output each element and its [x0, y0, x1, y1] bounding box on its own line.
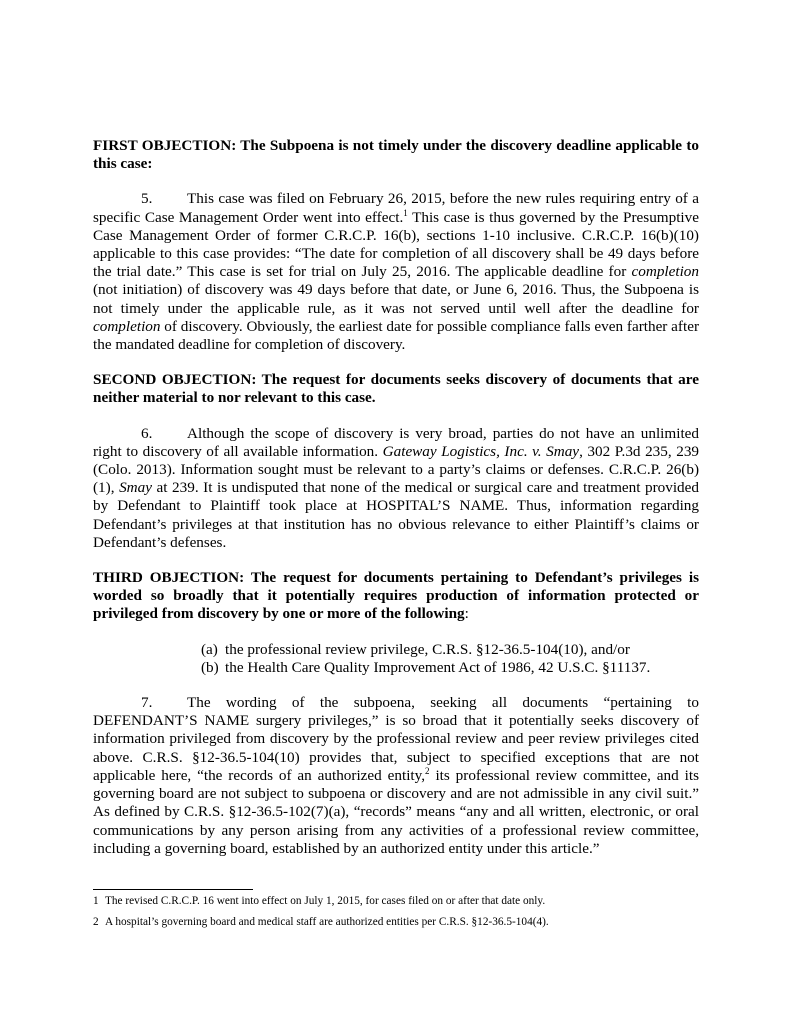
- footnote-1: [93, 894, 713, 908]
- footnote-ref-1[interactable]: 1: [403, 207, 408, 218]
- footnote-number: 2: [93, 916, 99, 928]
- list-label: (a): [201, 640, 218, 658]
- document-body: [93, 137, 699, 858]
- privilege-list: [93, 641, 699, 677]
- paragraph-number: 7.: [141, 694, 153, 712]
- paragraph-text: , 302 P.3d 235, 239 (Colo. 2013). Information sought must be relevant to a party’s claims or defenses. C.R.C.P. 26(b)(1),: [93, 442, 700, 497]
- second-objection-heading: SECOND OBJECTION: The request for documents seeks discovery of documents that are neither material to nor relevant to this case.: [93, 371, 699, 407]
- paragraph-7: [93, 694, 699, 858]
- first-objection-heading: FIRST OBJECTION: The Subpoena is not timely under the discovery deadline applicable to this case:: [93, 137, 699, 173]
- heading-text: THIRD OBJECTION: The request for documents pertaining to Defendant’s privileges is worded so broadly that it potentially requires production of information protected or privileged from discovery by one or more of the following: [93, 569, 699, 623]
- list-item: [201, 659, 699, 677]
- footnote-ref-2[interactable]: 2: [425, 765, 430, 776]
- footnotes: [93, 894, 713, 936]
- paragraph-text: Although the scope of discovery is very broad, parties do not have an unlimited right to discovery of all available information.: [93, 424, 699, 460]
- list-text: the Health Care Quality Improvement Act of 1986, 42 U.S.C. §11137.: [225, 658, 651, 676]
- paragraph-text: This case was filed on February 26, 2015, before the new rules requiring entry of a specific Case Management Order went into effect.: [93, 190, 699, 226]
- heading-colon: :: [464, 605, 469, 623]
- footnote-number: 1: [93, 895, 99, 907]
- footnote-text: The revised C.R.C.P. 16 went into effect on July 1, 2015, for cases filed on or after that date only.: [105, 895, 546, 907]
- case-citation: Gateway Logistics, Inc. v. Smay: [382, 442, 580, 460]
- paragraph-text: The wording of the subpoena, seeking all documents “pertaining to DEFENDANT’S NAME surgery privileges,” is so broad that it potentially seeks discovery of information privileged from discovery by the professional review and peer review privileges cited above. C.R.S. §12-36.5-104(10) provides that, subject to specified exceptions that are not applicable here, “the records of an authorized entity,: [93, 694, 699, 784]
- list-text: the professional review privilege, C.R.S. §12-36.5-104(10), and/or: [225, 640, 630, 658]
- footnote-text: A hospital’s governing board and medical staff are authorized entities per C.R.S. §12-36.5-104(4).: [105, 916, 549, 928]
- emphasis-text: completion: [631, 263, 699, 281]
- paragraph-text: its professional review committee, and its governing board are not subject to subpoena or discovery and are not admissible in any civil suit.” As defined by C.R.S. §12-36.5-102(7)(a), “records” means “any and all written, electronic, or oral communications by any person arising from any activities of a professional review committee, including a governing board, established by an authorized entity under this article.”: [93, 766, 699, 857]
- emphasis-text: completion: [93, 317, 161, 335]
- list-item: [201, 641, 699, 659]
- paragraph-text: (not initiation) of discovery was 49 days before that date, or June 6, 2016. Thus, the Subpoena is not timely under the applicable rule, as it was not served until well after the deadline for: [93, 281, 699, 317]
- third-objection-heading: [93, 569, 699, 624]
- footnote-separator: [93, 889, 253, 890]
- paragraph-text: of discovery. Obviously, the earliest date for possible compliance falls even farther after the mandated deadline for completion of discovery.: [93, 317, 699, 354]
- paragraph-text: This case is thus governed by the Presumptive Case Management Order of former C.R.C.P. 16(b), sections 1-10 inclusive. C.R.C.P. 16(b)(10) applicable to this case provides: “The date for completion of all discovery shall be 49 days before the trial date.” This case is set for trial on July 25, 2016. The applicable deadline for: [93, 208, 699, 281]
- paragraph-5: [93, 190, 699, 354]
- paragraph-number: 6.: [141, 424, 153, 442]
- paragraph-number: 5.: [141, 190, 153, 208]
- list-label: (b): [201, 658, 219, 676]
- paragraph-6: [93, 425, 699, 552]
- footnote-2: [93, 915, 713, 929]
- paragraph-text: at 239. It is undisputed that none of the medical or surgical care and treatment provided by Defendant to Plaintiff took place at HOSPITAL’S NAME. Thus, information regarding Defendant’s privileges at that institution has no obvious relevance to either Plaintiff’s claims or Defendant’s defenses.: [93, 479, 699, 551]
- case-citation: Smay: [119, 479, 152, 497]
